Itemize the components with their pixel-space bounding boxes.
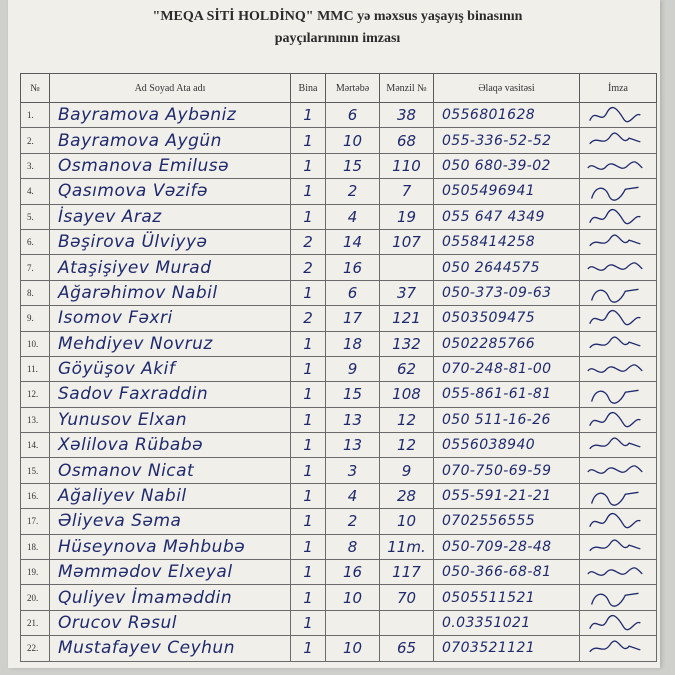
row-menzil: 12 xyxy=(380,407,434,432)
row-signature xyxy=(580,331,657,356)
signature-scribble xyxy=(586,435,646,457)
row-mertebe: 9 xyxy=(326,356,380,381)
row-name: Osmanova Emilusə xyxy=(50,153,291,178)
row-signature xyxy=(580,407,657,432)
row-phone: 050 680-39-02 xyxy=(434,153,580,178)
header-menzil: Mənzil № xyxy=(380,74,434,103)
row-menzil: 28 xyxy=(380,483,434,508)
signature-scribble xyxy=(586,537,646,559)
row-number: 17. xyxy=(21,509,50,534)
signature-scribble xyxy=(586,410,646,432)
row-menzil: 117 xyxy=(380,560,434,585)
row-signature xyxy=(580,610,657,635)
row-bina: 1 xyxy=(291,534,326,559)
row-name: Quliyev İmaməddin xyxy=(50,585,291,610)
table-row xyxy=(21,204,657,229)
table-row xyxy=(21,483,657,508)
table-row xyxy=(21,179,657,204)
row-mertebe: 13 xyxy=(326,433,380,458)
row-bina: 1 xyxy=(291,179,326,204)
signature-scribble xyxy=(586,257,646,279)
row-signature xyxy=(580,103,657,128)
row-bina: 2 xyxy=(291,255,326,280)
row-phone: 055 647 4349 xyxy=(434,204,580,229)
row-number: 5. xyxy=(21,204,50,229)
row-mertebe: 17 xyxy=(326,306,380,331)
row-signature xyxy=(580,483,657,508)
row-signature xyxy=(580,585,657,610)
row-phone: 0503509475 xyxy=(434,306,580,331)
table-row xyxy=(21,382,657,407)
row-signature xyxy=(580,356,657,381)
signature-scribble xyxy=(586,283,646,305)
row-bina: 1 xyxy=(291,280,326,305)
table-row xyxy=(21,229,657,254)
row-number: 19. xyxy=(21,560,50,585)
row-menzil: 19 xyxy=(380,204,434,229)
row-signature xyxy=(580,509,657,534)
signature-scribble xyxy=(586,511,646,533)
row-phone: 050-709-28-48 xyxy=(434,534,580,559)
row-menzil: 12 xyxy=(380,433,434,458)
row-name: Mustafayev Ceyhun xyxy=(50,636,291,661)
signature-scribble xyxy=(586,562,646,584)
row-phone: 055-861-61-81 xyxy=(434,382,580,407)
row-name: Bəşirova Ülviyyə xyxy=(50,229,291,254)
table-row xyxy=(21,280,657,305)
row-name: Bayramova Aygün xyxy=(50,128,291,153)
row-menzil xyxy=(380,610,434,635)
row-mertebe: 18 xyxy=(326,331,380,356)
row-phone: 055-336-52-52 xyxy=(434,128,580,153)
row-phone: 055-591-21-21 xyxy=(434,483,580,508)
signature-scribble xyxy=(586,105,646,127)
row-menzil: 70 xyxy=(380,585,434,610)
row-mertebe: 16 xyxy=(326,255,380,280)
row-phone: 0505496941 xyxy=(434,179,580,204)
row-signature xyxy=(580,128,657,153)
header-name: Ad Soyad Ata adı xyxy=(50,74,291,103)
row-bina: 1 xyxy=(291,636,326,661)
table-row xyxy=(21,153,657,178)
row-number: 8. xyxy=(21,280,50,305)
row-mertebe: 6 xyxy=(326,280,380,305)
row-name: Mehdiyev Novruz xyxy=(50,331,291,356)
row-signature xyxy=(580,382,657,407)
row-phone: 0556038940 xyxy=(434,433,580,458)
row-number: 2. xyxy=(21,128,50,153)
row-bina: 1 xyxy=(291,128,326,153)
table-row xyxy=(21,255,657,280)
row-signature xyxy=(580,534,657,559)
row-bina: 1 xyxy=(291,509,326,534)
signature-scribble xyxy=(586,207,646,229)
row-signature xyxy=(580,153,657,178)
row-name: Qasımova Vəzifə xyxy=(50,179,291,204)
row-number: 10. xyxy=(21,331,50,356)
row-signature xyxy=(580,458,657,483)
row-mertebe: 3 xyxy=(326,458,380,483)
row-mertebe: 10 xyxy=(326,585,380,610)
row-mertebe: 16 xyxy=(326,560,380,585)
table-row xyxy=(21,306,657,331)
row-number: 12. xyxy=(21,382,50,407)
row-bina: 1 xyxy=(291,204,326,229)
row-menzil: 62 xyxy=(380,356,434,381)
row-signature xyxy=(580,255,657,280)
row-bina: 1 xyxy=(291,382,326,407)
signature-scribble xyxy=(586,334,646,356)
row-number: 13. xyxy=(21,407,50,432)
table-row xyxy=(21,433,657,458)
row-mertebe: 6 xyxy=(326,103,380,128)
row-signature xyxy=(580,179,657,204)
row-phone: 050 511-16-26 xyxy=(434,407,580,432)
row-bina: 1 xyxy=(291,356,326,381)
signature-scribble xyxy=(586,232,646,254)
row-name: Ataşişiyev Murad xyxy=(50,255,291,280)
row-menzil: 110 xyxy=(380,153,434,178)
row-menzil: 68 xyxy=(380,128,434,153)
row-bina: 2 xyxy=(291,229,326,254)
row-mertebe: 4 xyxy=(326,483,380,508)
row-name: Yunusov Elxan xyxy=(50,407,291,432)
row-bina: 1 xyxy=(291,153,326,178)
row-name: Orucov Rəsul xyxy=(50,610,291,635)
row-menzil: 65 xyxy=(380,636,434,661)
table-row xyxy=(21,331,657,356)
row-name: Məmmədov Elxeyal xyxy=(50,560,291,585)
title-line-1: "MEQA SİTİ HOLDİNQ" MMC yə məxsus yaşayış binasının xyxy=(152,9,523,24)
signature-scribble xyxy=(586,181,646,203)
table-row xyxy=(21,509,657,534)
row-bina: 1 xyxy=(291,433,326,458)
row-phone: 050-373-09-63 xyxy=(434,280,580,305)
row-signature xyxy=(580,306,657,331)
signature-scribble xyxy=(586,486,646,508)
row-number: 20. xyxy=(21,585,50,610)
row-number: 16. xyxy=(21,483,50,508)
table-row xyxy=(21,356,657,381)
row-menzil: 37 xyxy=(380,280,434,305)
row-phone: 0558414258 xyxy=(434,229,580,254)
signature-scribble xyxy=(586,613,646,635)
row-signature xyxy=(580,636,657,661)
row-number: 11. xyxy=(21,356,50,381)
header-no: № xyxy=(21,74,50,103)
table-row xyxy=(21,636,657,661)
signature-table xyxy=(20,73,657,662)
row-number: 9. xyxy=(21,306,50,331)
row-mertebe: 15 xyxy=(326,382,380,407)
row-menzil xyxy=(380,255,434,280)
row-name: Sadov Faxraddin xyxy=(50,382,291,407)
row-number: 21. xyxy=(21,610,50,635)
row-menzil: 108 xyxy=(380,382,434,407)
row-bina: 1 xyxy=(291,585,326,610)
row-menzil: 11m. xyxy=(380,534,434,559)
row-number: 14. xyxy=(21,433,50,458)
row-mertebe: 2 xyxy=(326,509,380,534)
header-imza: İmza xyxy=(580,74,657,103)
row-number: 6. xyxy=(21,229,50,254)
row-phone: 0.03351021 xyxy=(434,610,580,635)
row-name: Ağaliyev Nabil xyxy=(50,483,291,508)
signature-scribble xyxy=(586,638,646,660)
row-name: Ağarəhimov Nabil xyxy=(50,280,291,305)
row-name: Göyüşov Akif xyxy=(50,356,291,381)
table-row xyxy=(21,560,657,585)
title-line-2: payçılarınının imzası xyxy=(274,31,401,46)
row-mertebe: 8 xyxy=(326,534,380,559)
header-mertebe: Mərtəbə xyxy=(326,74,380,103)
table-row xyxy=(21,534,657,559)
row-menzil: 132 xyxy=(380,331,434,356)
row-bina: 1 xyxy=(291,407,326,432)
row-mertebe: 10 xyxy=(326,636,380,661)
row-bina: 1 xyxy=(291,458,326,483)
row-signature xyxy=(580,229,657,254)
row-name: Osmanov Nicat xyxy=(50,458,291,483)
signature-scribble xyxy=(586,384,646,406)
row-bina: 1 xyxy=(291,331,326,356)
row-number: 18. xyxy=(21,534,50,559)
row-bina: 1 xyxy=(291,483,326,508)
table-row xyxy=(21,407,657,432)
signature-scribble xyxy=(586,359,646,381)
row-number: 7. xyxy=(21,255,50,280)
row-mertebe xyxy=(326,610,380,635)
row-menzil: 9 xyxy=(380,458,434,483)
row-name: Bayramova Aybəniz xyxy=(50,103,291,128)
row-menzil: 10 xyxy=(380,509,434,534)
row-menzil: 38 xyxy=(380,103,434,128)
row-mertebe: 4 xyxy=(326,204,380,229)
row-phone: 0702556555 xyxy=(434,509,580,534)
row-phone: 0703521121 xyxy=(434,636,580,661)
table-row xyxy=(21,458,657,483)
row-bina: 1 xyxy=(291,103,326,128)
row-phone: 070-248-81-00 xyxy=(434,356,580,381)
row-mertebe: 10 xyxy=(326,128,380,153)
table-row xyxy=(21,610,657,635)
row-phone: 0502285766 xyxy=(434,331,580,356)
signature-scribble xyxy=(586,587,646,609)
row-mertebe: 14 xyxy=(326,229,380,254)
signature-scribble xyxy=(586,130,646,152)
row-mertebe: 13 xyxy=(326,407,380,432)
table-row xyxy=(21,103,657,128)
row-phone: 0556801628 xyxy=(434,103,580,128)
row-number: 22. xyxy=(21,636,50,661)
row-name: Hüseynova Məhbubə xyxy=(50,534,291,559)
table-row xyxy=(21,128,657,153)
signature-scribble xyxy=(586,308,646,330)
row-phone: 070-750-69-59 xyxy=(434,458,580,483)
signature-scribble xyxy=(586,156,646,178)
row-name: Xəlilova Rübabə xyxy=(50,433,291,458)
row-number: 1. xyxy=(21,103,50,128)
row-mertebe: 2 xyxy=(326,179,380,204)
row-menzil: 121 xyxy=(380,306,434,331)
row-bina: 1 xyxy=(291,610,326,635)
row-menzil: 7 xyxy=(380,179,434,204)
table-row xyxy=(21,585,657,610)
row-mertebe: 15 xyxy=(326,153,380,178)
row-number: 3. xyxy=(21,153,50,178)
document-title xyxy=(0,6,675,50)
row-name: Əliyeva Səma xyxy=(50,509,291,534)
row-bina: 2 xyxy=(291,306,326,331)
row-bina: 1 xyxy=(291,560,326,585)
row-signature xyxy=(580,204,657,229)
header-elaqe: Əlaqə vasitəsi xyxy=(434,74,580,103)
row-menzil: 107 xyxy=(380,229,434,254)
row-phone: 050 2644575 xyxy=(434,255,580,280)
signature-scribble xyxy=(586,460,646,482)
header-bina: Bina xyxy=(291,74,326,103)
row-phone: 050-366-68-81 xyxy=(434,560,580,585)
row-signature xyxy=(580,560,657,585)
table-header-row xyxy=(21,74,657,103)
row-name: Isomov Fəxri xyxy=(50,306,291,331)
row-phone: 0505511521 xyxy=(434,585,580,610)
row-signature xyxy=(580,280,657,305)
row-number: 4. xyxy=(21,179,50,204)
row-number: 15. xyxy=(21,458,50,483)
row-signature xyxy=(580,433,657,458)
row-name: İsayev Araz xyxy=(50,204,291,229)
